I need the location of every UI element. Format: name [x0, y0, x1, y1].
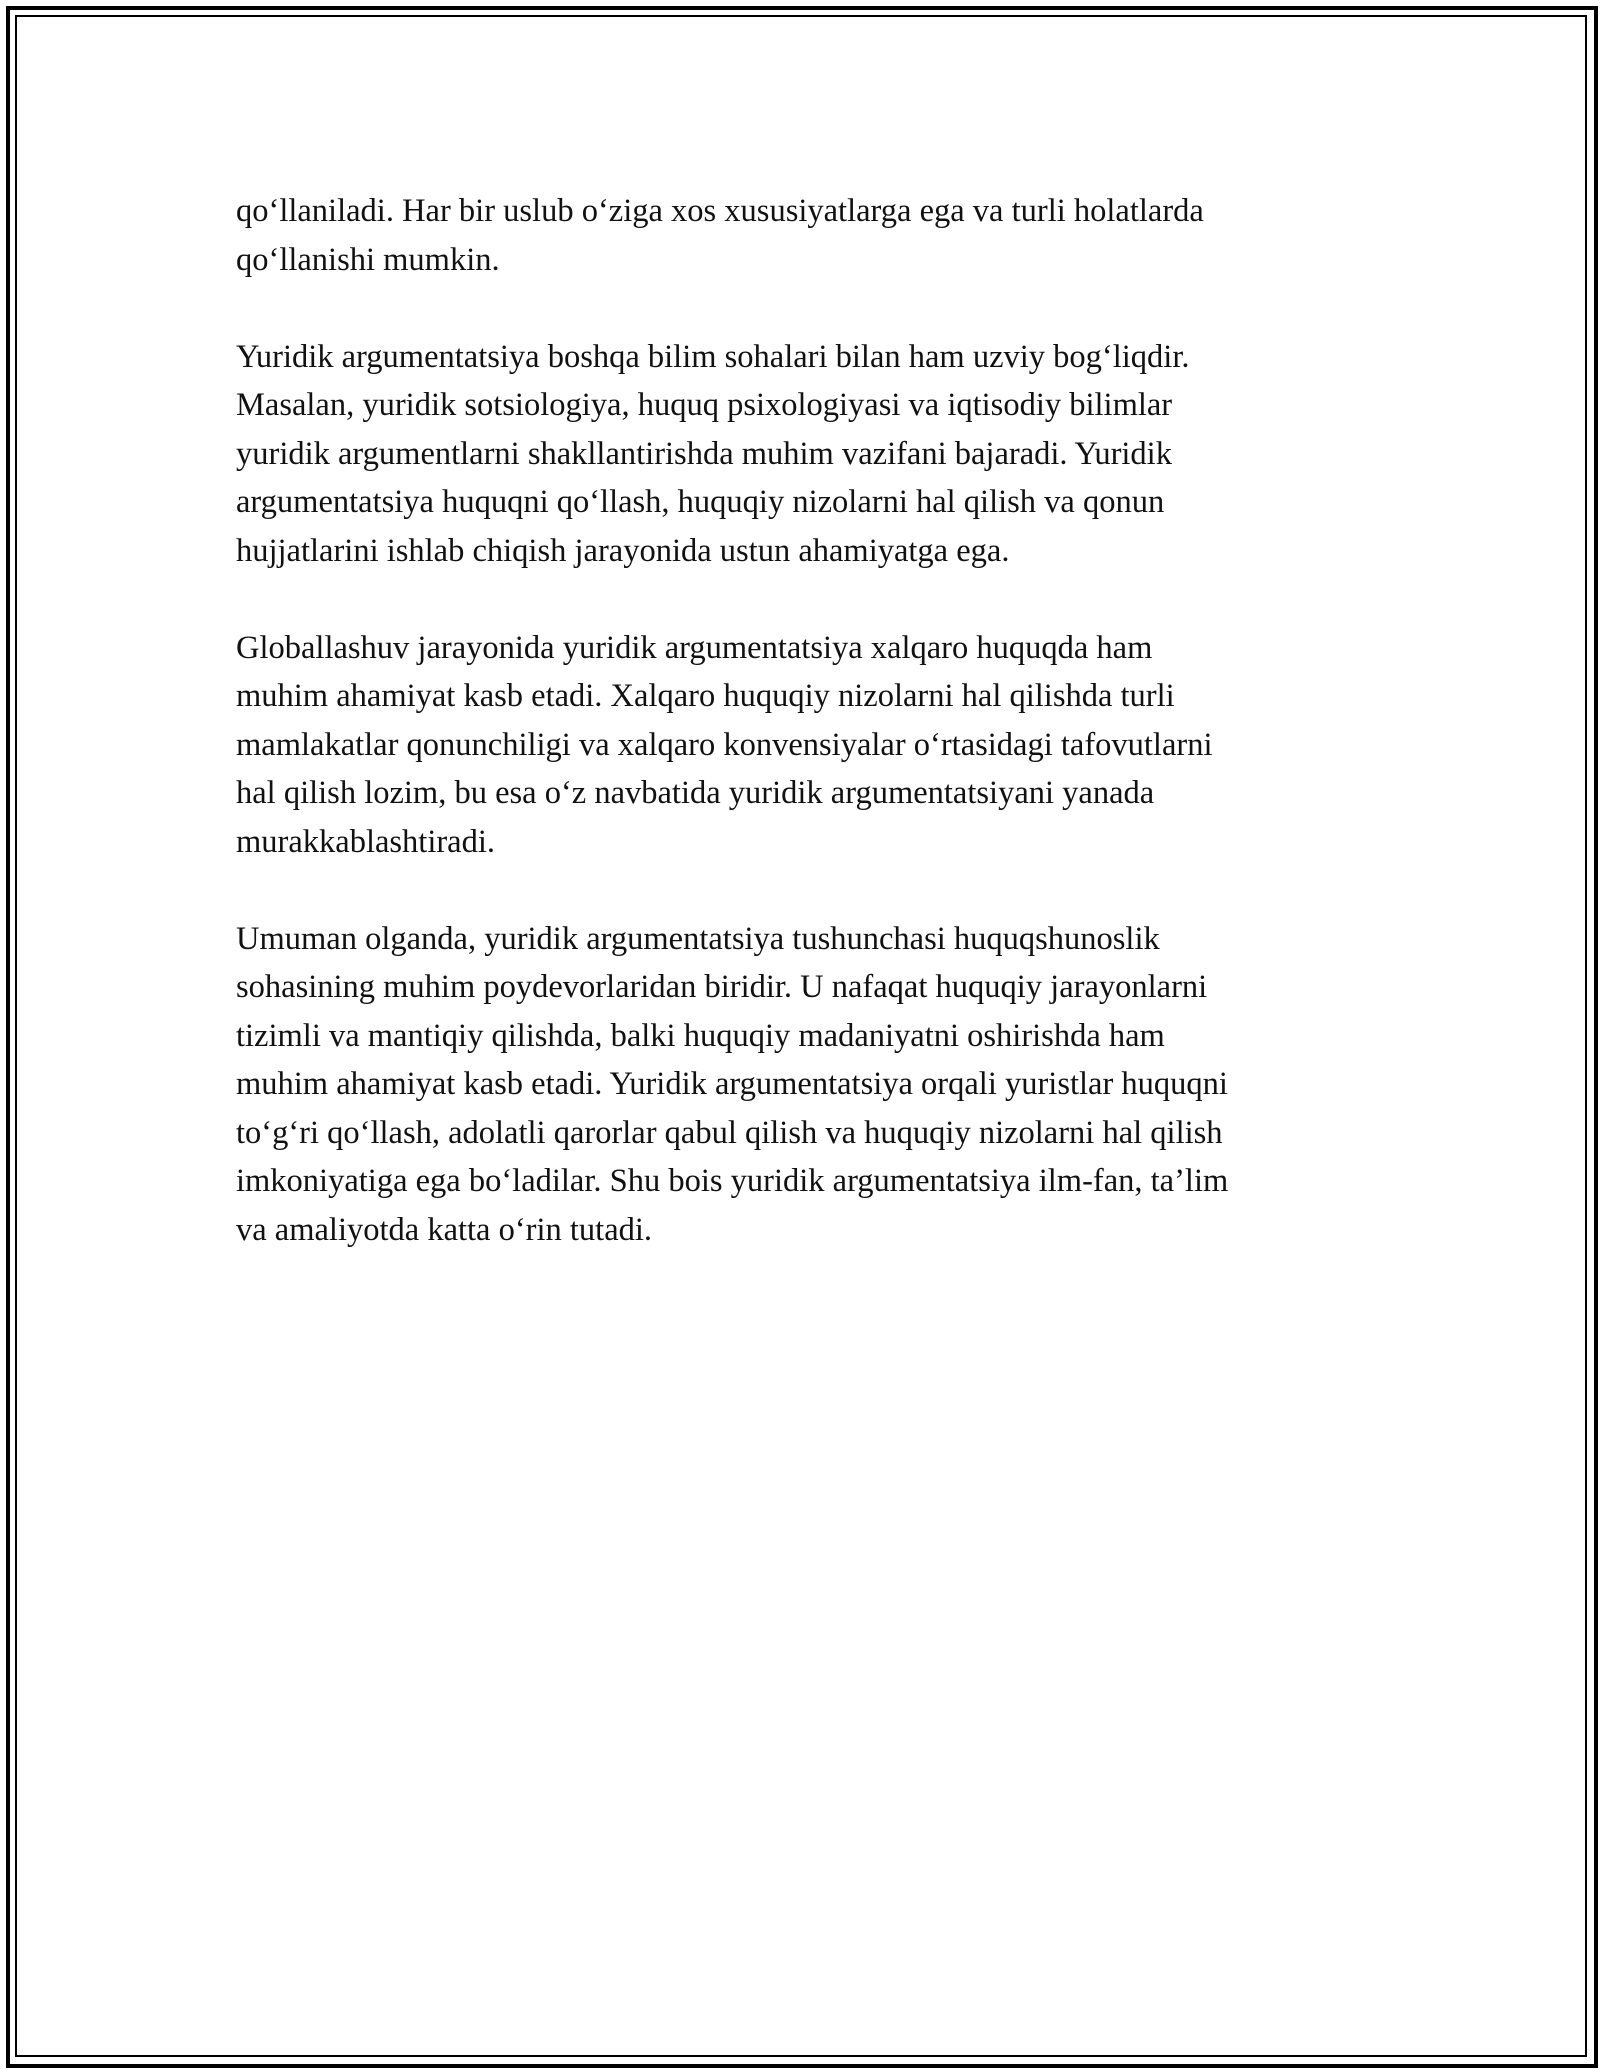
text-line: tizimli va mantiqiy qilishda, balki huquqiy madaniyatni oshirishda ham [236, 1017, 1165, 1054]
paragraph-2 [236, 333, 1376, 576]
paragraph-4 [236, 915, 1376, 1255]
text-line: argumentatsiya huquqni qo‘llash, huquqiy nizolarni hal qilish va qonun [236, 484, 1165, 520]
text-line: hujjatlarini ishlab chiqish jarayonida ustun ahamiyatga ega. [236, 532, 1010, 569]
text-line: Yuridik argumentatsiya boshqa bilim sohalari bilan ham uzviy bog‘liqdir. [236, 338, 1190, 375]
text-line: muhim ahamiyat kasb etadi. Xalqaro huquqiy nizolarni hal qilishda turli [236, 678, 1175, 714]
paragraph-3 [236, 624, 1376, 867]
text-line: hal qilish lozim, bu esa o‘z navbatida yuridik argumentatsiyani yanada [236, 775, 1155, 811]
paragraph-1 [236, 187, 1376, 284]
text-line: qo‘llaniladi. Har bir uslub o‘ziga xos xususiyatlarga ega va turli holatlarda [236, 193, 1204, 229]
document-body [236, 187, 1376, 1303]
text-line: imkoniyatiga ega bo‘ladilar. Shu bois yuridik argumentatsiya ilm-fan, ta’lim [236, 1163, 1229, 1199]
text-line: va amaliyotda katta o‘rin tutadi. [236, 1211, 653, 1248]
text-line: Masalan, yuridik sotsiologiya, huquq psixologiyasi va iqtisodiy bilimlar [236, 387, 1173, 423]
text-line: yuridik argumentlarni shakllantirishda muhim vazifani bajaradi. Yuridik [236, 435, 1172, 472]
text-line: qo‘llanishi mumkin. [236, 241, 500, 278]
text-line: murakkablashtiradi. [236, 823, 496, 860]
text-line: Umuman olganda, yuridik argumentatsiya tushunchasi huquqshunoslik [236, 920, 1160, 957]
text-line: to‘g‘ri qo‘llash, adolatli qarorlar qabul qilish va huquqiy nizolarni hal qilish [236, 1114, 1223, 1151]
text-line: muhim ahamiyat kasb etadi. Yuridik argumentatsiya orqali yuristlar huquqni [236, 1066, 1228, 1102]
text-line: Globallashuv jarayonida yuridik argumentatsiya xalqaro huquqda ham [236, 629, 1153, 666]
text-line: mamlakatlar qonunchiligi va xalqaro konvensiyalar o‘rtasidagi tafovutlarni [236, 726, 1213, 763]
text-line: sohasining muhim poydevorlaridan biridir. U nafaqat huquqiy jarayonlarni [236, 969, 1208, 1005]
